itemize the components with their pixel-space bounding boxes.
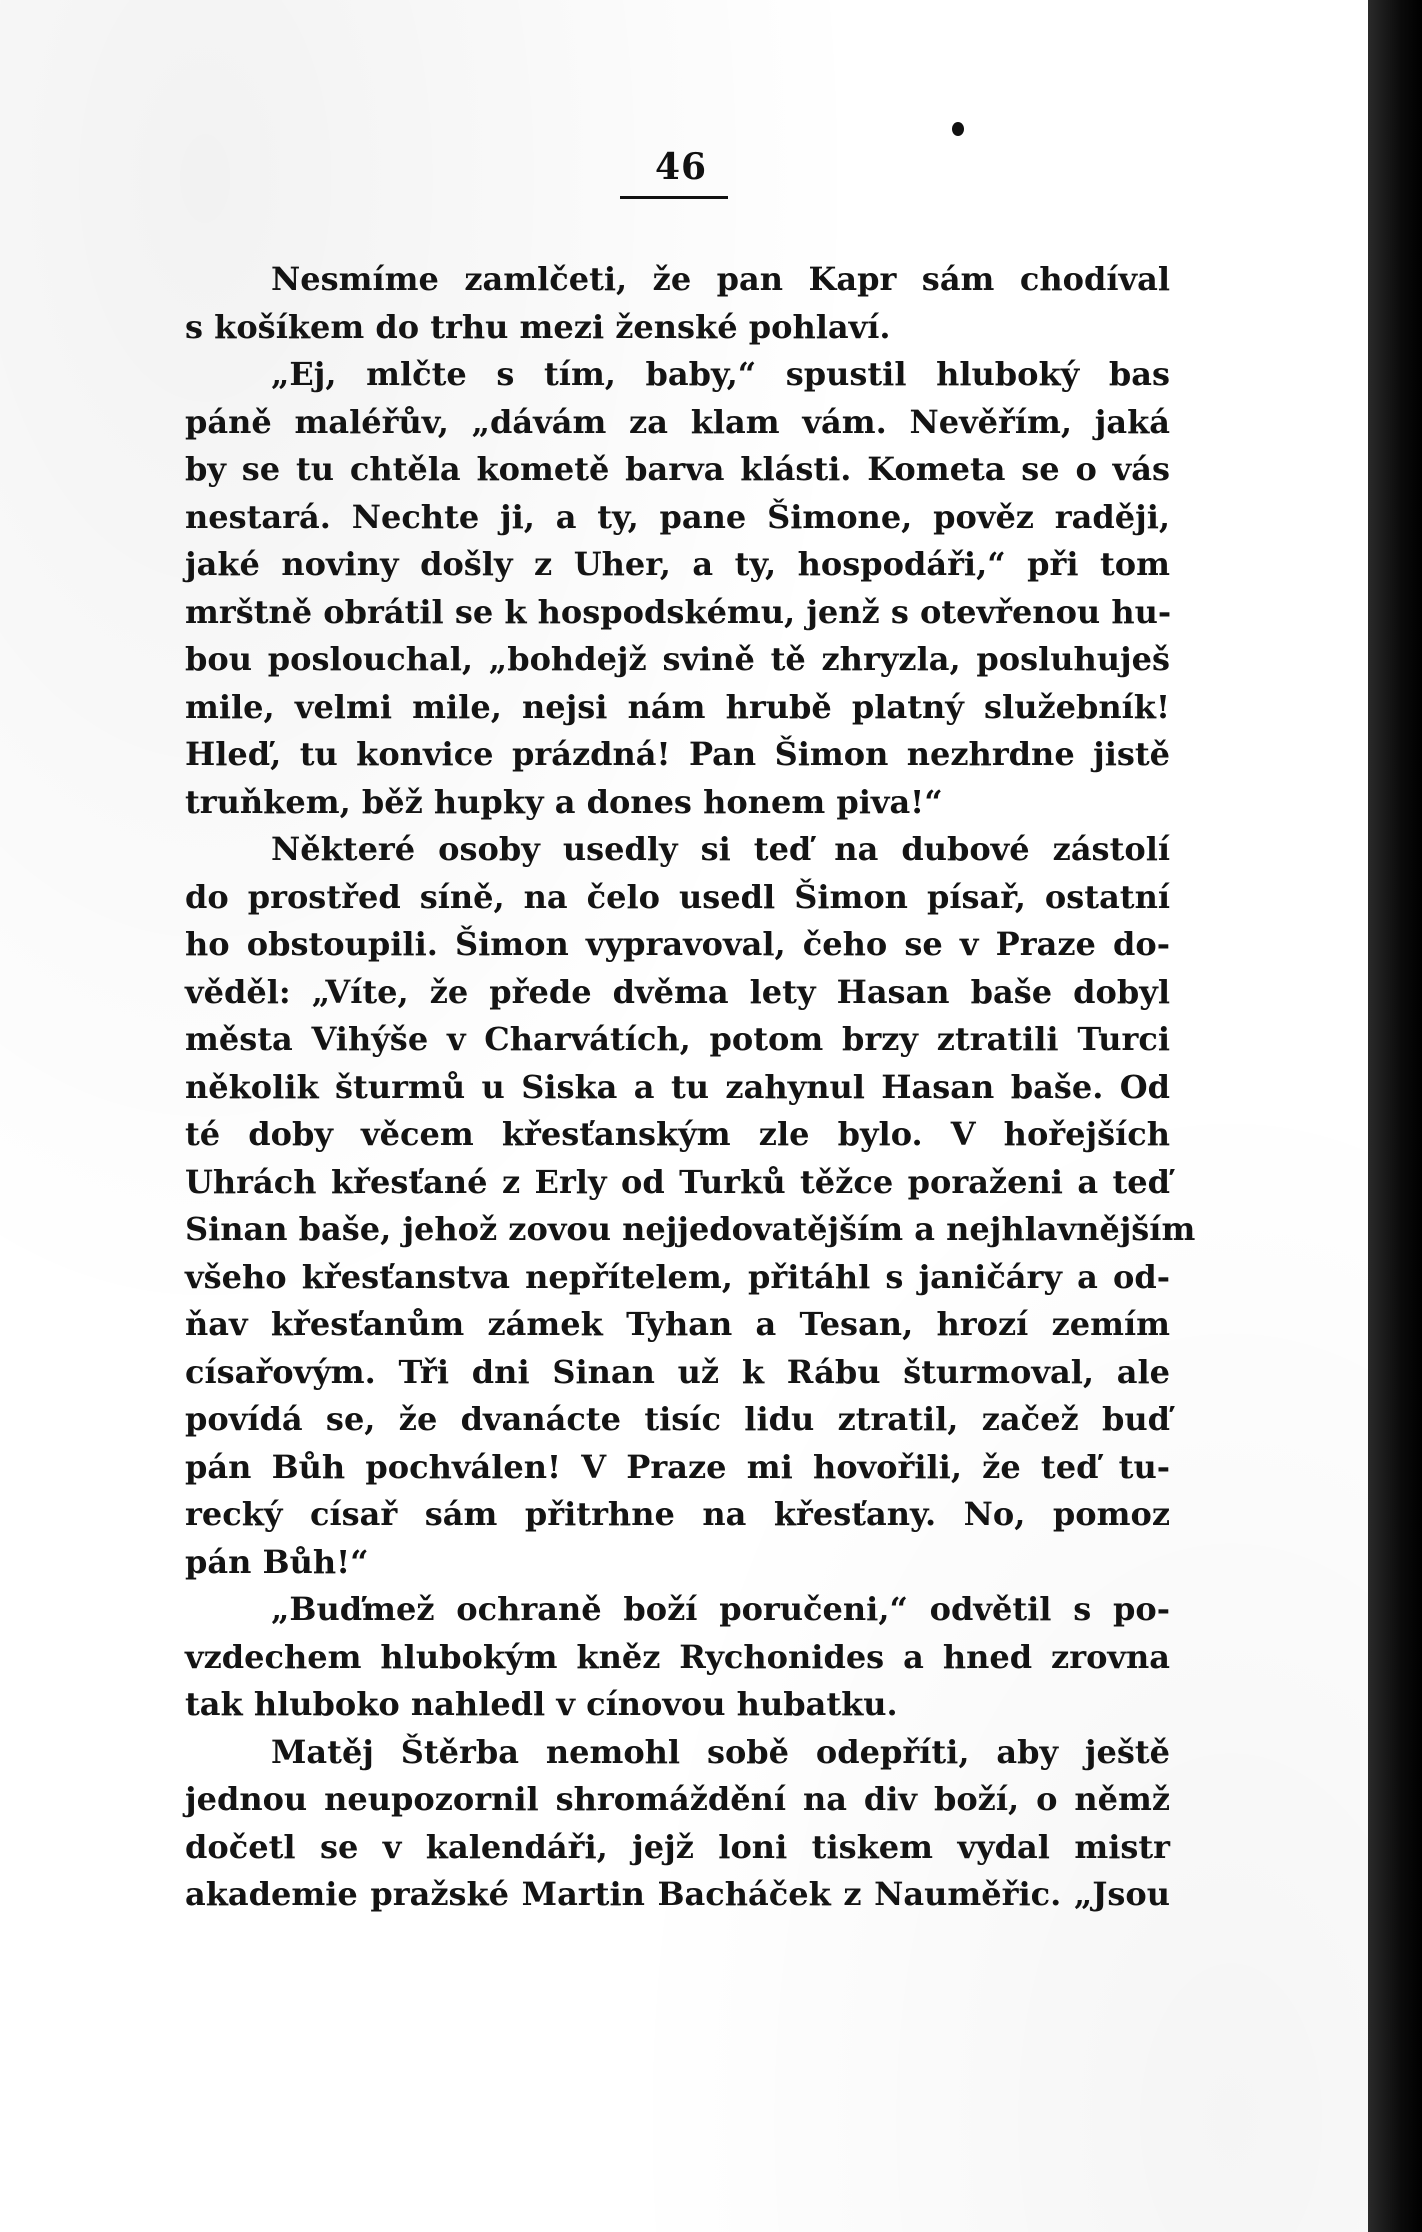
body-text (185, 256, 1196, 1919)
text-line: císařovým. Tři dni Sinan už k Rábu šturmoval, ale (185, 1352, 1170, 1391)
text-line: dočetl se v kalendáři, jejž loni tiskem vydal mistr (185, 1827, 1170, 1866)
text-line: té doby věcem křesťanským zle bylo. V hořejších (185, 1115, 1170, 1153)
text-line: jednou neupozornil shromáždění na div boží, o němž (185, 1780, 1170, 1818)
text-line: ho obstoupili. Šimon vypravoval, čeho se v Praze do- (185, 925, 1170, 963)
text-line: mile, velmi mile, nejsi nám hrubě platný služebník! (185, 687, 1170, 726)
text-line: pán Bůh!“ (185, 1542, 369, 1581)
text-line: „Buďmež ochraně boží poručeni,“ odvětil s po- (271, 1590, 1170, 1628)
text-line: Matěj Štěrba nemohl sobě odepříti, aby ještě (271, 1732, 1170, 1771)
text-line: recký císař sám přitrhne na křesťany. No, pomoz (185, 1495, 1170, 1533)
text-line: akademie pražské Martin Bacháček z Nauměřic. „Jsou (185, 1875, 1170, 1913)
text-line: bou poslouchal, „bohdejž svině tě zhryzla, posluhuješ (185, 640, 1170, 678)
text-line: mrštně obrátil se k hospodskému, jenž s otevřenou hu- (185, 592, 1172, 631)
text-line: Hleď, tu konvice prázdná! Pan Šimon nezhrdne jistě (185, 735, 1170, 773)
text-line: Uhrách křesťané z Erly od Turků těžce poraženi a teď (185, 1162, 1170, 1201)
text-line: s košíkem do trhu mezi ženské pohlaví. (185, 307, 891, 346)
text-line: „Ej, mlčte s tím, baby,“ spustil hluboký bas (271, 355, 1170, 393)
text-line: všeho křesťanstva nepřítelem, přitáhl s janičáry a od- (185, 1257, 1170, 1296)
text-line: nestará. Nechte ji, a ty, pane Šimone, pověz raději, (185, 497, 1170, 536)
text-line: několik šturmů u Siska a tu zahynul Hasan baše. Od (185, 1067, 1170, 1106)
text-line: do prostřed síně, na čelo usedl Šimon písař, ostatní (185, 877, 1170, 916)
text-line: tak hluboko nahledl v cínovou hubatku. (185, 1685, 898, 1723)
text-line: vzdechem hlubokým kněz Rychonides a hned zrovna (185, 1637, 1170, 1676)
text-line: jaké noviny došly z Uher, a ty, hospodáři,“ při tom (185, 545, 1170, 583)
ink-dot (952, 122, 964, 136)
text-line: města Vihýše v Charvátích, potom brzy ztratili Turci (185, 1020, 1170, 1058)
page-number-rule (620, 196, 728, 199)
text-line: věděl: „Víte, že přede dvěma lety Hasan baše dobyl (185, 972, 1170, 1011)
text-line: Některé osoby usedly si teď na dubové zástolí (271, 830, 1170, 868)
text-line: pán Bůh pochválen! V Praze mi hovořili, že teď tu- (185, 1447, 1170, 1486)
text-line: by se tu chtěla kometě barva klásti. Kometa se o vás (185, 450, 1170, 488)
text-line: Nesmíme zamlčeti, že pan Kapr sám chodíval (271, 260, 1170, 298)
text-line: páně maléřův, „dávám za klam vám. Nevěřím, jaká (185, 402, 1170, 441)
page-number: 46 (655, 146, 708, 188)
text-line: Sinan baše, jehož zovou nejjedovatějším a nejhlavnějším (185, 1210, 1196, 1248)
text-line: truňkem, běž hupky a dones honem piva!“ (185, 782, 943, 821)
text-line: povídá se, že dvanácte tisíc lidu ztratil, začež buď (185, 1400, 1170, 1438)
text-line: ňav křesťanům zámek Tyhan a Tesan, hrozí zemím (185, 1305, 1170, 1343)
scan-edge (1368, 0, 1422, 2232)
